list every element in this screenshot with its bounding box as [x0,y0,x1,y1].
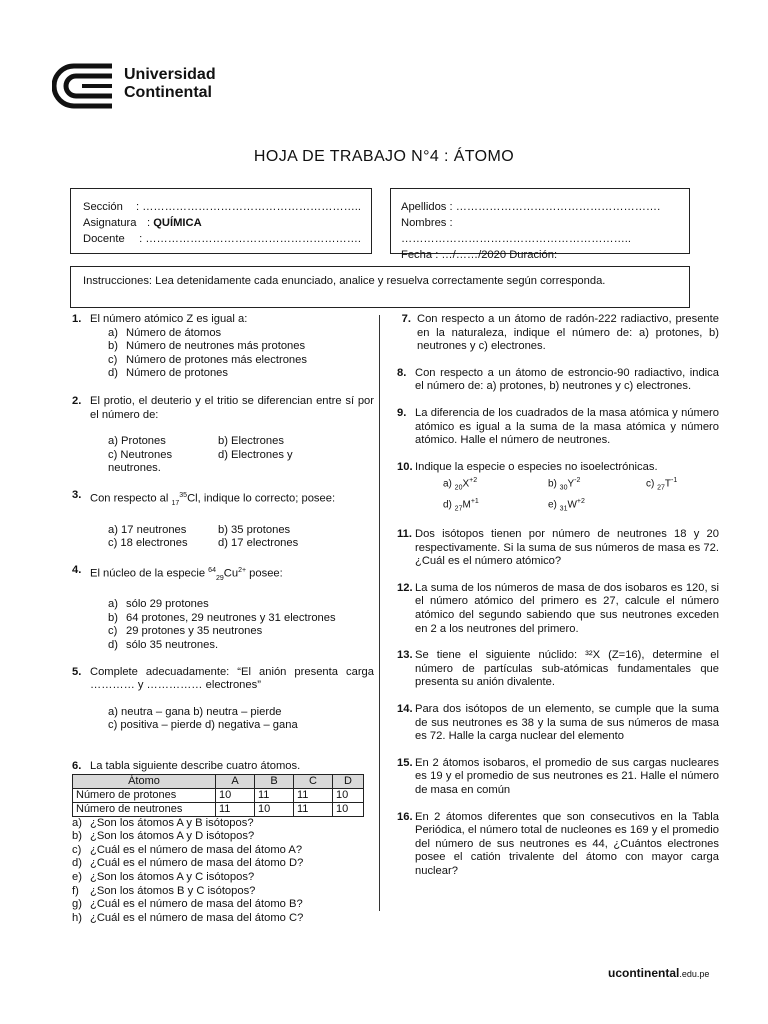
q6-option: f) ¿Son los átomos B y C isótopos? [72,884,256,897]
table-row [73,788,364,802]
column-divider [379,315,380,911]
seccion-field[interactable]: : ………………………………………………….. [136,201,361,213]
table-row [73,802,364,816]
question-2: 2. El protio, el deuterio y el tritio se diferencian entre sí por el número de: a) Protones b) Electrones c) Neutrones d) Electrones y neutrones. [72,394,374,475]
page-title: HOJA DE TRABAJO N°4 : ÁTOMO [253,148,515,165]
table-cell: 10 [333,788,364,802]
q4-option: a) sólo 29 protones [108,598,209,611]
question-15: 15. En 2 átomos isobaros, el promedio de sus cargas nucleares es 19 y el promedio de sus neutrones es 21. Halle el número de masa en común [397,756,719,796]
table-cell: Número de protones [73,788,216,802]
table-header-cell: D [333,774,364,788]
question-4: 4. El núcleo de la especie $^{64}_{29}Cu^{2+}$ posee: a) sólo 29 protones b) 64 protones, 29 neutrones y 31 electrones c) 29 protones y 35 neutrones d) sólo 35 neutrones. [72,564,374,653]
q4-option: c) 29 protones y 35 neutrones [108,625,263,638]
course-info-box: Sección : ………………………………………………….. Asignatura : QUÍMICA Docente : …………………………………………………. [70,188,372,254]
q4-option: d) sólo 35 neutrones. [108,639,219,652]
question-12: 12. La suma de los números de masa de dos isobaros es 120, si el número atómico del primero es 27, calcule el número atómico del segundo sabiendo que sus neutrones exceden en 2 a los neutrones del primero. [397,581,719,635]
atoms-table [72,774,364,817]
table-cell: 11 [216,802,255,816]
table-header-cell: C [294,774,333,788]
q1-option: a) Número de átomos [108,326,222,339]
fecha-field[interactable]: Fecha : …/……/2020 Duración: [401,249,558,261]
q4-option: b) 64 protones, 29 neutrones y 31 electrones [108,611,336,624]
q6-option: c) ¿Cuál es el número de masa del átomo A? [72,843,303,856]
q1-option: b) Número de neutrones más protones [108,340,306,353]
q6-option: d) ¿Cuál es el número de masa del átomo D? [72,857,304,870]
q6-option: e) ¿Son los átomos A y C isótopos? [72,870,255,883]
table-cell: 10 [255,802,294,816]
question-16: 16. En 2 átomos diferentes que son consecutivos en la Tabla Periódica, el número total de nucleones es 169 y el promedio del número de sus neutrones es 44, ¿Cuántos electrones posee el catión trivalente del átomo con mayor carga nuclear? [397,810,719,877]
footer-brand: ucontinental.edu.pe [608,966,710,980]
question-13: 13. Se tiene el siguiente núclido: ³²X (Z=16), determine el número de partículas sub-atómicas fundamentales que presenta su anión divalente. [397,649,719,689]
q6-option: g) ¿Cuál es el número de masa del átomo B? [72,898,303,911]
university-name: Universidad Continental [124,66,216,101]
nombres-field[interactable]: Nombres : …………………………………………………….. [401,217,631,245]
q6-option: a) ¿Son los átomos A y B isótopos? [72,816,254,829]
university-logo-icon [52,62,116,110]
question-11: 11. Dos isótopos tienen por número de neutrones 18 y 20 respectivamente. Si la suma de sus números de masa es 72. ¿Cuál es el número atómico? [397,528,719,568]
question-7: 7. Con respecto a un átomo de radón-222 radiactivo, presente en la naturaleza, indique el número de: a) protones, b) neutrones y c) electrones. [401,313,719,353]
right-column [397,313,719,878]
table-header-cell: B [255,774,294,788]
question-6-options [72,817,374,926]
table-cell: 11 [255,788,294,802]
table-cell: 10 [333,802,364,816]
question-9: 9. La diferencia de los cuadrados de la masa atómica y número atómico es igual a la suma de la masa atómica y número atómico. Halle el número de neutrones. [397,406,719,447]
left-column [72,313,374,925]
question-10: 10. Indique la especie o especies no isoelectrónicas. a) $_{20}X^{+2}$ b) $_{30}Y^{-2}$ c) $_{27}T^{-1}$ d) $_{27}M^{+1}$ e) $_{31}W^{+2}$ [397,460,678,512]
table-cell: Número de neutrones [73,802,216,816]
question-6: 6. La tabla siguiente describe cuatro átomos. [72,760,301,772]
table-cell: 10 [216,788,255,802]
student-info-box [390,188,690,261]
instructions-box: Instrucciones: Lea detenidamente cada enunciado, analice y resuelva correctamente según corresponda. [70,266,690,308]
question-8: 8. Con respecto a un átomo de estroncio-90 radiactivo, indica el número de: a) protones, b) neutrones y c) electrones. [397,366,719,393]
q1-option: d) Número de protones [108,367,228,380]
question-5: 5. Complete adecuadamente: “El anión presenta carga ………… y …………… electrones” a) neutra – gana b) neutra – pierde c) positiva – pierde d) negativa – gana [72,665,374,732]
question-1: 1. El número atómico Z es igual a: a) Número de átomos b) Número de neutrones más protones c) Número de protones más electrones d) Número de protones [72,313,374,381]
question-3: 3. Con respecto al $_{17}^{35}$Cl, indique lo correcto; posee: a) 17 neutrones b) 35 protones c) 18 electrones d) 17 electrones [72,488,336,550]
table-header-cell: Átomo [73,774,216,788]
q6-option: h) ¿Cuál es el número de masa del átomo C? [72,911,304,924]
docente-field[interactable]: : …………………………………………………. [139,233,361,245]
q6-option: b) ¿Son los átomos A y D isótopos? [72,830,255,843]
question-14: 14. Para dos isótopos de un elemento, se cumple que la suma de sus neutrones es 38 y la suma de sus números de masa es 72. Halle la carga nuclear del elemento [397,702,719,743]
table-cell: 11 [294,788,333,802]
table-cell: 11 [294,802,333,816]
q1-option: c) Número de protones más electrones [108,353,307,366]
apellidos-field[interactable]: Apellidos : ………………………………………………. [401,201,661,213]
table-header-cell: A [216,774,255,788]
asignatura-value: QUÍMICA [153,217,202,229]
